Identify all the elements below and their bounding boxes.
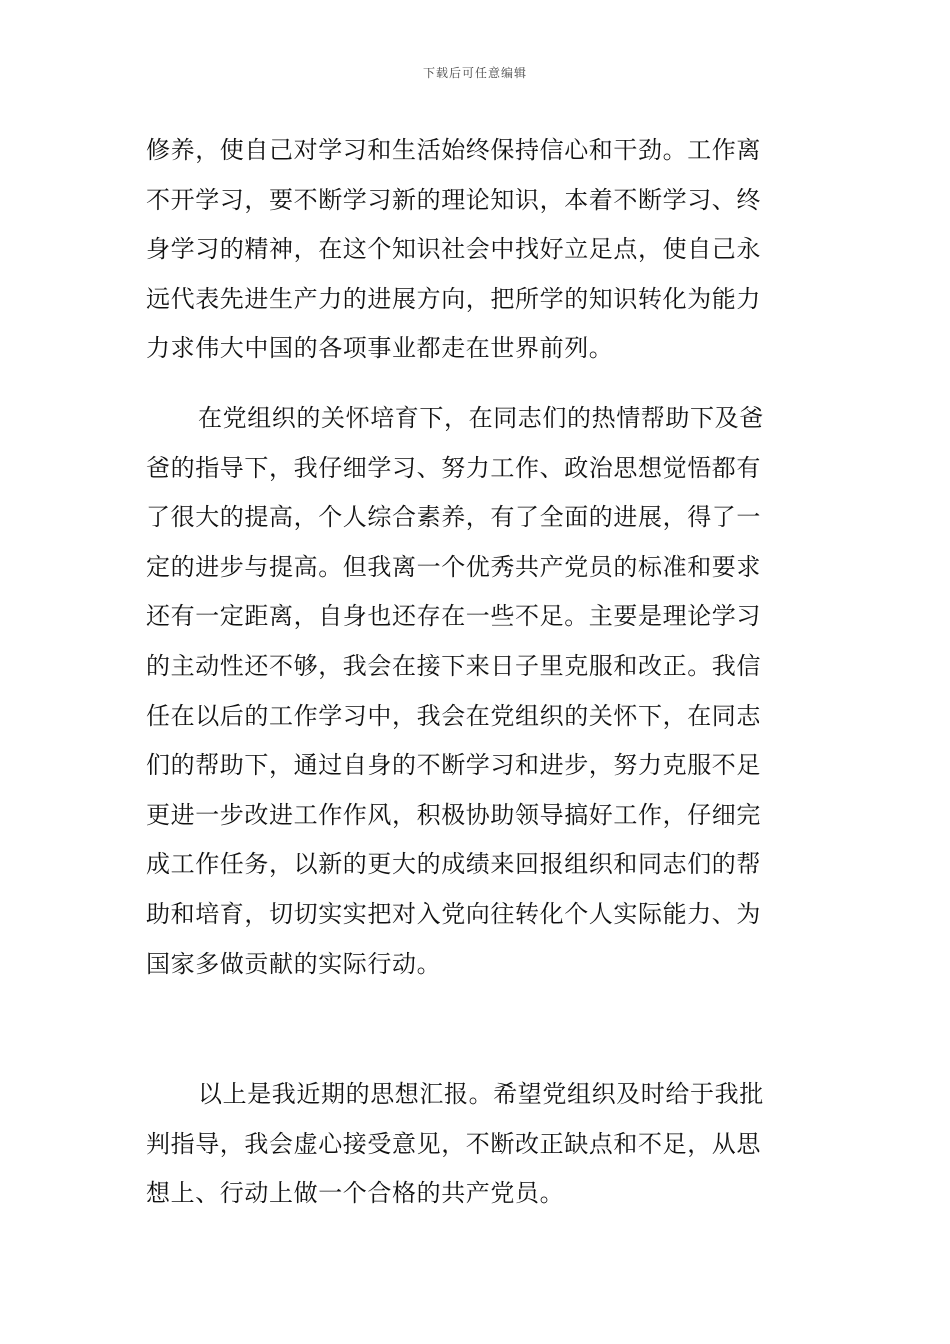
paragraph-3 xyxy=(146,1070,810,1219)
text-line: 以上是我近期的思想汇报。希望党组织及时给于我批 xyxy=(198,1080,764,1108)
text-line: 助和培育，切切实实把对入党向往转化个人实际能力、为 xyxy=(146,899,761,928)
page-header: 下载后可任意编辑 xyxy=(422,66,527,80)
text-line: 还有一定距离，自身也还存在一些不足。主要是理论学习 xyxy=(146,602,761,631)
text-line: 了很大的提高，个人综合素养，有了全面的进展，得了一 xyxy=(146,503,761,532)
text-line: 任在以后的工作学习中，我会在党组织的关怀下，在同志 xyxy=(146,701,761,730)
text-line: 不开学习，要不断学习新的理论知识，本着不断学习、终 xyxy=(146,185,761,214)
text-line: 的主动性还不够，我会在接下来日子里克服和改正。我信 xyxy=(146,651,761,680)
paragraph-1 xyxy=(146,126,810,374)
text-line: 国家多做贡献的实际行动。 xyxy=(146,949,442,978)
text-line: 更进一步改进工作作风，积极协助领导搞好工作，仔细完 xyxy=(146,800,761,829)
text-line: 在党组织的关怀培育下，在同志们的热情帮助下及爸 xyxy=(198,404,764,432)
text-line: 判指导，我会虚心接受意见，不断改正缺点和不足，从思 xyxy=(146,1129,761,1158)
paragraph-2 xyxy=(146,394,810,989)
text-line: 们的帮助下，通过自身的不断学习和进步，努力克服不足 xyxy=(146,751,761,780)
text-line: 爸的指导下，我仔细学习、努力工作、政治思想觉悟都有 xyxy=(146,453,761,482)
text-line: 力求伟大中国的各项事业都走在世界前列。 xyxy=(146,334,614,363)
text-line: 想上、行动上做一个合格的共产党员。 xyxy=(146,1179,565,1208)
text-line: 成工作任务，以新的更大的成绩来回报组织和同志们的帮 xyxy=(146,850,761,879)
text-line: 修养，使自己对学习和生活始终保持信心和干劲。工作离 xyxy=(146,136,761,164)
text-line: 定的进步与提高。但我离一个优秀共产党员的标准和要求 xyxy=(146,552,761,581)
text-line: 远代表先进生产力的进展方向，把所学的知识转化为能力 xyxy=(146,284,761,313)
text-line: 身学习的精神，在这个知识社会中找好立足点，使自己永 xyxy=(146,235,761,264)
